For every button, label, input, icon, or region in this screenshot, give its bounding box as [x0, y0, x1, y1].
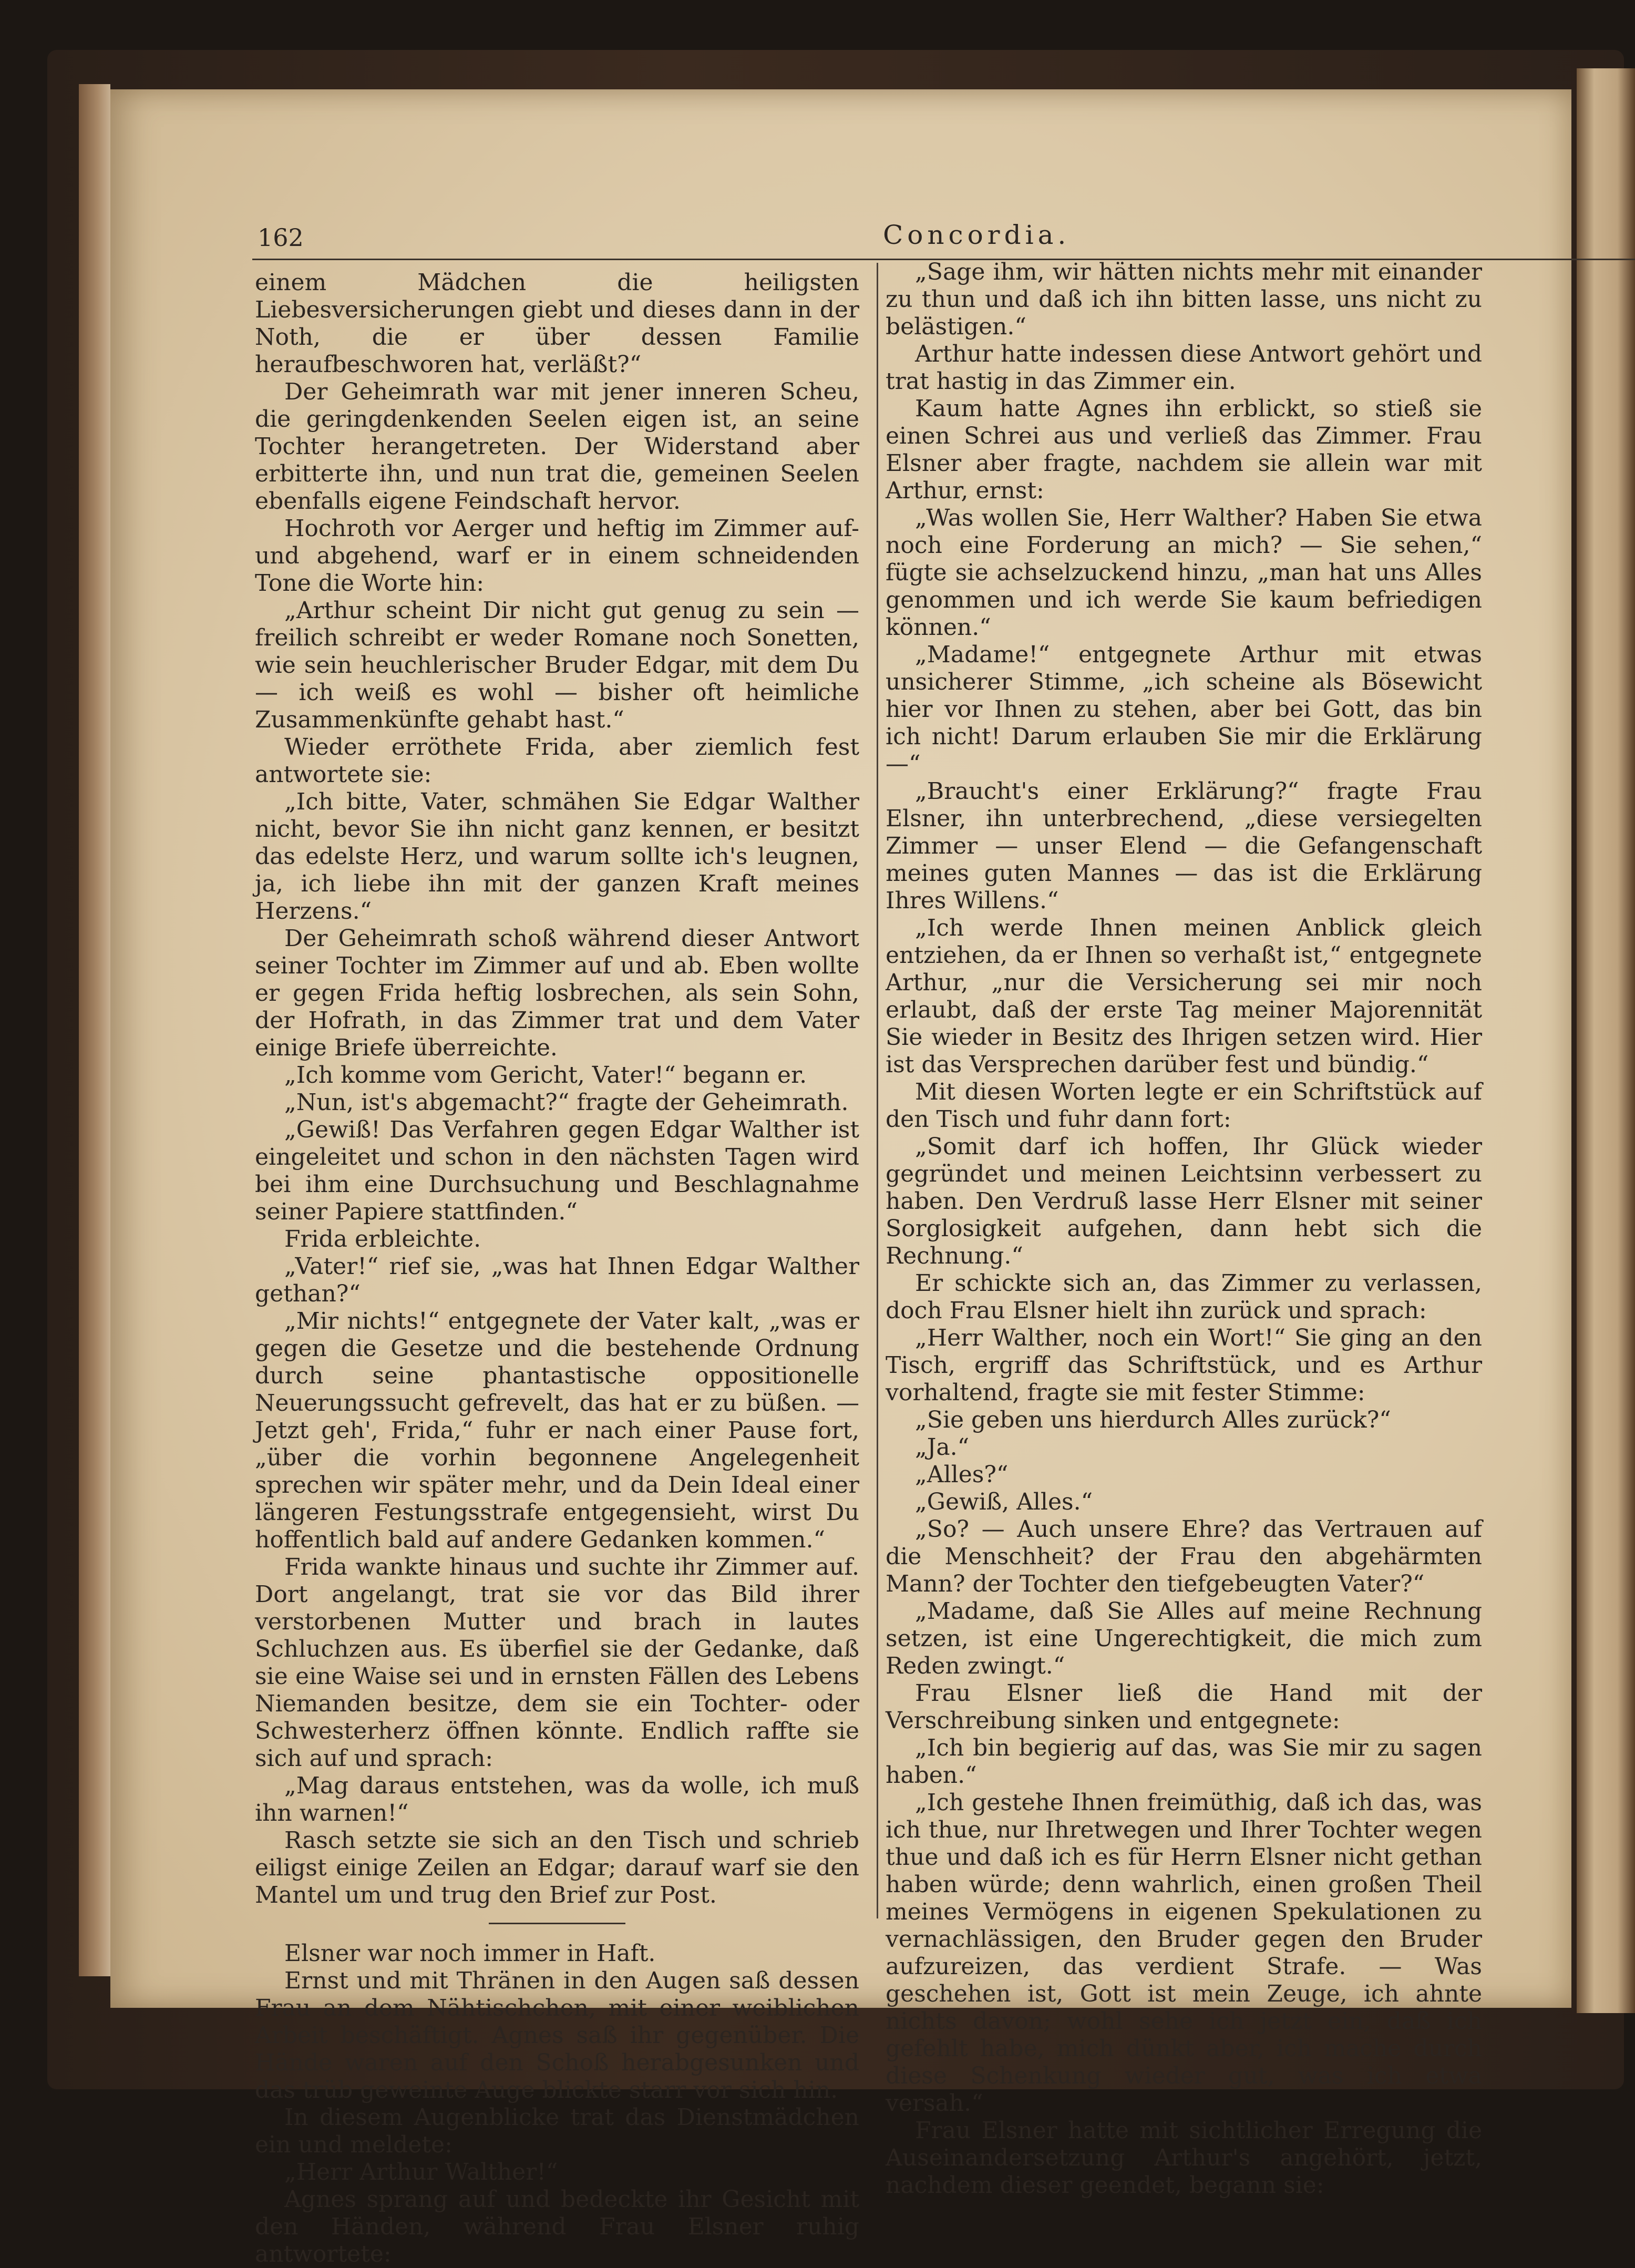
paragraph: „Sage ihm, wir hätten nichts mehr mit einander zu thun und daß ich ihn bitten lasse, uns nicht zu belästigen.“ — [886, 259, 1482, 340]
paragraph: Mit diesen Worten legte er ein Schriftstück auf den Tisch und fuhr dann fort: — [886, 1079, 1482, 1133]
adjacent-book-edge — [1577, 68, 1635, 2013]
paragraph: Arthur hatte indessen diese Antwort gehört und trat hastig in das Zimmer ein. — [886, 341, 1482, 395]
column-divider — [877, 263, 878, 1918]
paragraph: „Alles?“ — [915, 1461, 1009, 1488]
paragraph: „So? — Auch unsere Ehre? das Vertrauen auf die Menschheit? der Frau den abgehärmten Mann? der Tochter den tiefgebeugten Vater?“ — [886, 1516, 1482, 1597]
paragraph: „Ich komme vom Gericht, Vater!“ begann er. — [284, 1062, 807, 1089]
paragraph: „Ich werde Ihnen meinen Anblick gleich entziehen, da er Ihnen so verhaßt ist,“ entgegnete Arthur, „nur die Versicherung sei mir noch erlaubt, daß der erste Tag meiner Majorennität Sie wieder in Besitz des Ihrigen setzen wird. Hier ist das Versprechen darüber fest und bündig.“ — [886, 915, 1482, 1078]
paragraph: „Ich bitte, Vater, schmähen Sie Edgar Walther nicht, bevor Sie ihn nicht ganz kennen, er besitzt das edelste Herz, und warum sollte ich's leugnen, ja, ich liebe ihn mit der ganzen Kraft meines Herzens.“ — [255, 788, 859, 925]
paragraph: Hochroth vor Aerger und heftig im Zimmer auf- und abgehend, warf er in einem schneidenden Tone die Worte hin: — [255, 515, 859, 597]
paragraph: „Somit darf ich hoffen, Ihr Glück wieder gegründet und meinen Leichtsinn verbessert zu haben. Den Verdruß lasse Herr Elsner mit seiner Sorglosigkeit aufgehen, dann hebt sich die Rechnung.“ — [886, 1133, 1482, 1269]
paragraph: „Was wollen Sie, Herr Walther? Haben Sie etwa noch eine Forderung an mich? — Sie sehen,“ fügte sie achselzuckend hinzu, „man hat uns Alles genommen und ich werde Sie kaum befriedigen können.“ — [886, 505, 1482, 641]
paragraph: Elsner war noch immer in Haft. — [284, 1940, 656, 1967]
paragraph: Ernst und mit Thränen in den Augen saß dessen Frau an dem Nähtischchen, mit einer weiblichen Arbeit beschäftigt. Agnes saß ihr gegenüber. Die Hände waren auf den Schoß herabgesunken und das trüb geweinte Auge blickte starr vor sich hin. — [255, 1967, 859, 2103]
paragraph: Agnes sprang auf und bedeckte ihr Gesicht mit den Händen, während Frau Elsner ruhig antwortete: — [255, 2186, 859, 2267]
paragraph: Frau Elsner ließ die Hand mit der Verschreibung sinken und entgegnete: — [886, 1680, 1482, 1734]
paragraph: Wieder erröthete Frida, aber ziemlich fest antwortete sie: — [255, 734, 859, 788]
paragraph: In diesem Augenblicke trat das Dienstmädchen ein und meldete: — [255, 2104, 859, 2158]
paragraph: Rasch setzte sie sich an den Tisch und schrieb eiligst einige Zeilen an Edgar; darauf warf sie den Mantel um und trug den Brief zur Post. — [255, 1827, 859, 1908]
page-stack-edge — [79, 84, 110, 1976]
paragraph: „Madame, daß Sie Alles auf meine Rechnung setzen, ist eine Ungerechtigkeit, die mich zum Reden zwingt.“ — [886, 1598, 1482, 1679]
paragraph: „Braucht's einer Erklärung?“ fragte Frau Elsner, ihn unterbrechend, „diese versiegelten Zimmer — unser Elend — die Gefangenschaft meines guten Mannes — das ist die Erklärung Ihres Willens.“ — [886, 778, 1482, 914]
paragraph: „Nun, ist's abgemacht?“ fragte der Geheimrath. — [284, 1089, 849, 1116]
left-column — [255, 269, 859, 2268]
right-column-text — [886, 259, 1482, 2199]
paragraph: einem Mädchen die heiligsten Liebesversicherungen giebt und dieses dann in der Noth, die er über dessen Familie heraufbeschworen hat, verläßt?“ — [255, 269, 859, 378]
section-rule — [489, 1923, 625, 1924]
right-column — [886, 259, 1482, 2199]
running-title: Concordia. — [883, 220, 1071, 250]
paragraph: „Herr Walther, noch ein Wort!“ Sie ging an den Tisch, ergriff das Schriftstück, und es Arthur vorhaltend, fragte sie mit fester Stimme: — [886, 1325, 1482, 1406]
left-column-text-continued — [255, 1940, 859, 2268]
paragraph: „Gewiß, Alles.“ — [915, 1489, 1093, 1515]
paragraph: „Mag daraus entstehen, was da wolle, ich muß ihn warnen!“ — [255, 1772, 859, 1826]
paragraph: „Vater!“ rief sie, „was hat Ihnen Edgar Walther gethan?“ — [255, 1253, 859, 1307]
paragraph: „Gewiß! Das Verfahren gegen Edgar Walther ist eingeleitet und schon in den nächsten Tagen wird bei ihm eine Durchsuchung und Beschlagnahme seiner Papiere stattfinden.“ — [255, 1116, 859, 1225]
paragraph: „Ich gestehe Ihnen freimüthig, daß ich das, was ich thue, nur Ihretwegen und Ihrer Tochter wegen thue und daß ich es für Herrn Elsner nicht gethan haben würde; denn wahrlich, einen großen Theil meines Vermögens in eigenen Spekulationen zu vernachlässigen, den Bruder gegen den Bruder aufzureizen, das verdient Strafe. — Was geschehen ist, Gott ist mein Zeuge, ich ahnte nichts davon; wohl sehe ich jetzt ein, daß ich gefehlt habe, mich dünkt aber, ich mache durch diese Schenkung wieder gut, was ich etwa versah.“ — [886, 1789, 1482, 2117]
left-column-text — [255, 269, 859, 1909]
paragraph: Der Geheimrath war mit jener inneren Scheu, die geringdenkenden Seelen eigen ist, an seine Tochter herangetreten. Der Widerstand aber erbitterte ihn, und nun trat die, gemeinen Seelen ebenfalls eigene Feindschaft hervor. — [255, 378, 859, 515]
paragraph: „Arthur scheint Dir nicht gut genug zu sein — freilich schreibt er weder Romane noch Sonetten, wie sein heuchlerischer Bruder Edgar, mit dem Du — ich weiß es wohl — bisher oft heimliche Zusammenkünfte gehabt hast.“ — [255, 597, 859, 733]
paragraph: „Herr Arthur Walther!“ — [284, 2159, 558, 2185]
paragraph: „Ich bin begierig auf das, was Sie mir zu sagen haben.“ — [886, 1735, 1482, 1789]
paragraph: Er schickte sich an, das Zimmer zu verlassen, doch Frau Elsner hielt ihn zurück und sprach: — [886, 1270, 1482, 1324]
paragraph: Frida wankte hinaus und suchte ihr Zimmer auf. Dort angelangt, trat sie vor das Bild ihrer verstorbenen Mutter und brach in lautes Schluchzen aus. Es überfiel sie der Gedanke, daß sie eine Waise sei und in ernsten Fällen des Lebens Niemanden besitze, dem sie ein Tochter- oder Schwesterherz öffnen könnte. Endlich raffte sie sich auf und sprach: — [255, 1554, 859, 1772]
paragraph: Frida erbleichte. — [284, 1226, 481, 1253]
paragraph: „Madame!“ entgegnete Arthur mit etwas unsicherer Stimme, „ich scheine als Bösewicht hier vor Ihnen zu stehen, aber bei Gott, das bin ich nicht! Darum erlauben Sie mir die Erklärung —“ — [886, 641, 1482, 777]
paragraph: „Mir nichts!“ entgegnete der Vater kalt, „was er gegen die Gesetze und die bestehende Ordnung durch seine phantastische oppositionelle Neuerungssucht gefrevelt, das hat er zu büßen. — Jetzt geh', Frida,“ fuhr er nach einer Pause fort, „über die vorhin begonnene Angelegenheit sprechen wir später mehr, und da Dein Ideal einer längeren Festungsstrafe entgegensieht, wirst Du hoffentlich bald auf andere Gedanken kommen.“ — [255, 1308, 859, 1553]
paragraph: Der Geheimrath schoß während dieser Antwort seiner Tochter im Zimmer auf und ab. Eben wollte er gegen Frida heftig losbrechen, als sein Sohn, der Hofrath, in das Zimmer trat und dem Vater einige Briefe überreichte. — [255, 925, 859, 1061]
paragraph: „Sie geben uns hierdurch Alles zurück?“ — [915, 1407, 1391, 1433]
page-header — [147, 131, 1556, 252]
page-number: 162 — [258, 223, 304, 252]
paragraph: Frau Elsner hatte mit sichtlicher Erregung die Auseinandersetzung Arthur's angehört, jetzt, nachdem dieser geendet, begann sie: — [886, 2117, 1482, 2199]
paragraph: „Ja.“ — [915, 1434, 970, 1461]
paragraph: Kaum hatte Agnes ihn erblickt, so stieß sie einen Schrei aus und verließ das Zimmer. Frau Elsner aber fragte, nachdem sie allein war mit Arthur, ernst: — [886, 395, 1482, 504]
